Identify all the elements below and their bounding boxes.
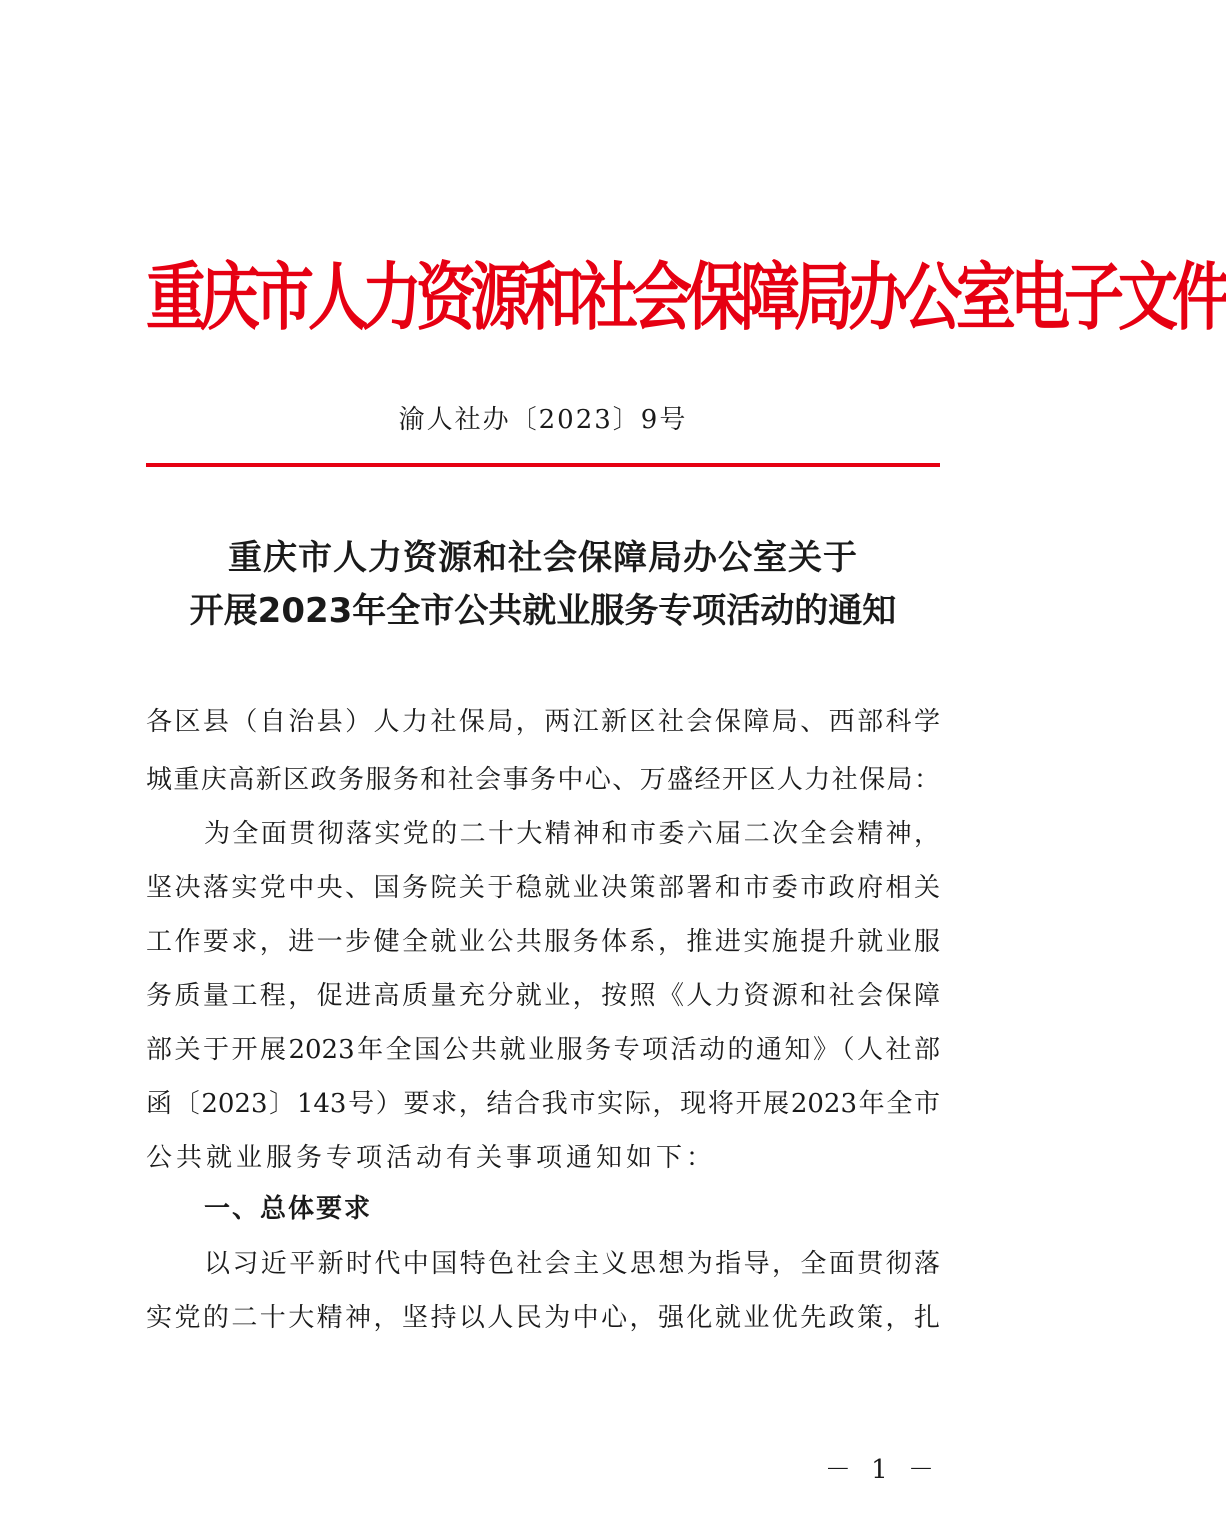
intro-line-4: 务质量工程，促进高质量充分就业，按照《人力资源和社会保障	[146, 981, 940, 1011]
intro-line-1: 为全面贯彻落实党的二十大精神和市委六届二次全会精神，	[204, 819, 940, 849]
addressee-line-1: 各区县（自治县）人力社保局，两江新区社会保障局、西部科学	[146, 707, 940, 737]
intro-line-2: 坚决落实党中央、国务院关于稳就业决策部署和市委市政府相关	[146, 873, 940, 903]
red-divider-rule	[146, 463, 940, 467]
document-title-line-1: 重庆市人力资源和社会保障局办公室关于	[228, 538, 858, 578]
intro-line-6: 函〔2023〕143号）要求，结合我市实际，现将开展2023年全市	[146, 1089, 940, 1119]
intro-line-5: 部关于开展2023年全国公共就业服务专项活动的通知》（人社部	[146, 1035, 940, 1065]
section-1-line-1: 以习近平新时代中国特色社会主义思想为指导，全面贯彻落	[204, 1249, 940, 1279]
document-title-line-2: 开展2023年全市公共就业服务专项活动的通知	[189, 591, 897, 631]
addressee-line-2: 城重庆高新区政务服务和社会事务中心、万盛经开区人力社保局：	[146, 765, 940, 795]
section-heading-general-requirements: 一、总体要求	[204, 1194, 373, 1224]
document-masthead: 重庆市人力资源和社会保障局办公室电子文件	[146, 255, 1226, 341]
intro-line-3: 工作要求，进一步健全就业公共服务体系，推进实施提升就业服	[146, 927, 940, 957]
section-1-line-2: 实党的二十大精神，坚持以人民为中心，强化就业优先政策，扎	[146, 1303, 940, 1333]
page-number: － 1 －	[824, 1455, 940, 1485]
intro-line-7: 公共就业服务专项活动有关事项通知如下：	[146, 1143, 717, 1173]
document-number: 渝人社办〔2023〕9号	[398, 405, 688, 435]
